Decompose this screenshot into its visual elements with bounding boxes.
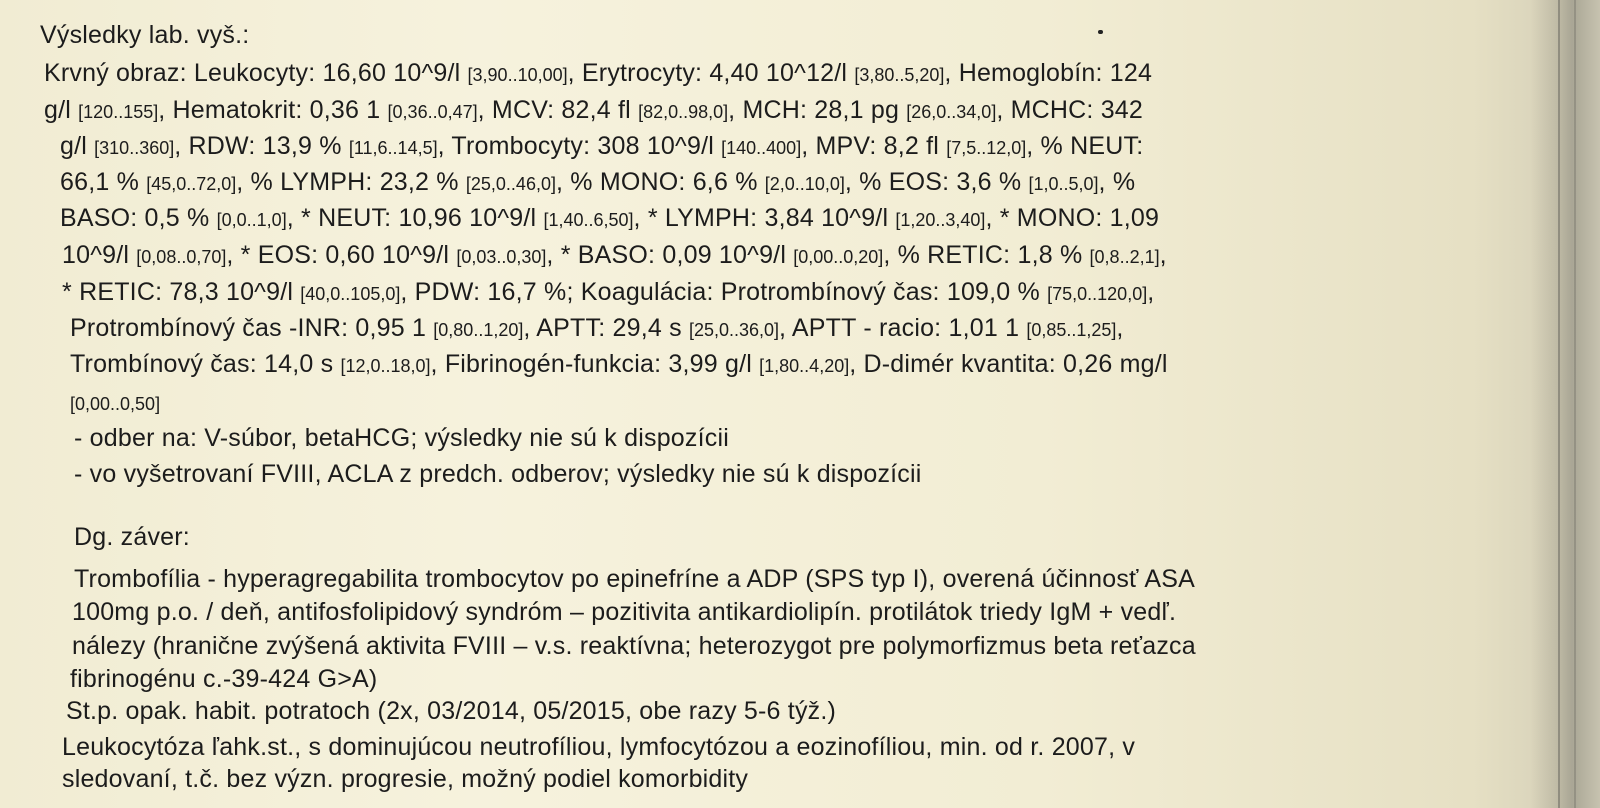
reference-range: [310..360] [94,138,175,158]
diagnosis-line: sledovaní, t.č. bez význ. progresie, možný podiel komorbidity [62,765,749,793]
result-text: 10^9/l [62,241,137,269]
lab-result-line [74,459,922,489]
result-text: , Hematokrit: 0,36 1 [158,96,388,124]
result-text: , % LYMPH: 23,2 % [236,168,466,196]
result-text: , Erytrocyty: 4,40 10^12/l [567,59,855,87]
result-text: , D-dimér kvantita: 0,26 mg/l [849,350,1168,378]
result-text: , % RETIC: 1,8 % [883,241,1090,269]
result-text: , MPV: 8,2 fl [801,132,947,160]
lab-result-line [62,277,1154,309]
result-text: , * MONO: 1,09 [985,204,1160,232]
result-text: , APTT: 29,4 s [523,314,689,342]
result-text: , * NEUT: 10,96 10^9/l [286,204,544,232]
lab-result-line [44,95,1143,127]
result-text: - odber na: V-súbor, betaHCG; výsledky nie sú k dispozícii [74,424,729,452]
diagnosis-line: Trombofília - hyperagregabilita trombocytov po epinefríne a ADP (SPS typ I), overená účinnosť ASA [74,565,1196,593]
result-text: , Trombocyty: 308 10^9/l [437,132,722,160]
report-heading: Výsledky lab. vyš.: [40,21,250,49]
diagnosis-line: nálezy (hranične zvýšená aktivita FVIII – v.s. reaktívna; heterozygot pre polymorfizmus beta reťazca [72,632,1196,660]
reference-range: [2,0..10,0] [764,174,845,194]
reference-range: [120..155] [78,102,159,122]
reference-range: [45,0..72,0] [146,174,237,194]
lab-result-line [70,313,1124,345]
result-text: , % MONO: 6,6 % [555,168,765,196]
diagnosis-line: St.p. opak. habit. potratoch (2x, 03/2014, 05/2015, obe razy 5-6 týž.) [66,697,837,725]
lab-result-line [70,387,160,419]
reference-range: [82,0..98,0] [638,102,729,122]
reference-range: [11,6..14,5] [348,138,438,158]
ink-speck [1098,30,1103,34]
reference-range: [0,00..0,20] [793,247,884,267]
lab-result-line [44,58,1152,90]
reference-range: [25,0..36,0] [688,320,780,340]
reference-range: [25,0..46,0] [465,174,556,194]
reference-range: [140..400] [721,138,802,158]
result-text: , Hemoglobín: 124 [944,59,1153,87]
result-text: Protrombínový čas -INR: 0,95 1 [70,314,434,342]
lab-result-line [74,423,729,453]
lab-result-line [60,167,1135,199]
reference-range: [1,80..4,20] [759,356,850,376]
reference-range: [0,0..1,0] [216,210,287,230]
lab-result-line [70,349,1168,381]
lab-result-line [62,240,1167,272]
reference-range: [1,0..5,0] [1028,174,1099,194]
result-text: , RDW: 13,9 % [174,132,349,160]
result-text: Krvný obraz: Leukocyty: 16,60 10^9/l [44,59,468,87]
result-text: Trombínový čas: 14,0 s [70,350,341,378]
reference-range: [75,0..120,0] [1047,284,1148,304]
result-text: 66,1 % [60,168,147,196]
result-text: , APTT - racio: 1,01 1 [779,314,1027,342]
result-text: , PDW: 16,7 %; Koagulácia: Protrombínový čas: 109,0 % [400,278,1048,306]
paper-edge-shadow [1530,0,1600,808]
reference-range: [7,5..12,0] [946,138,1027,158]
reference-range: [0,00..0,50] [70,394,161,414]
reference-range: [40,0..105,0] [300,284,401,304]
result-text: g/l [60,132,95,160]
result-text: , [1159,241,1167,269]
result-text: , Fibrinogén-funkcia: 3,99 g/l [430,350,760,378]
reference-range: [0,85..1,25] [1026,320,1117,340]
result-text: , % EOS: 3,6 % [844,168,1029,196]
result-text: , * LYMPH: 3,84 10^9/l [633,204,896,232]
result-text: , * EOS: 0,60 10^9/l [226,241,457,269]
result-text: , MCHC: 342 [996,96,1144,124]
reference-range: [0,8..2,1] [1089,247,1160,267]
reference-range: [3,80..5,20] [854,65,945,85]
diagnosis-line: fibrinogénu c.-39-424 G>A) [70,665,378,693]
result-text: g/l [44,96,79,124]
lab-result-line [60,203,1159,235]
result-text: , MCH: 28,1 pg [728,96,907,124]
reference-range: [12,0..18,0] [340,356,431,376]
reference-range: [0,80..1,20] [433,320,524,340]
reference-range: [3,90..10,00] [467,65,568,85]
reference-range: [0,08..0,70] [136,247,227,267]
lab-result-line [60,131,1143,163]
reference-range: [1,20..3,40] [895,210,986,230]
result-text: BASO: 0,5 % [60,204,217,232]
result-text: , * BASO: 0,09 10^9/l [546,241,794,269]
result-text: , [1116,314,1124,342]
reference-range: [26,0..34,0] [906,102,997,122]
diagnosis-line: 100mg p.o. / deň, antifosfolipidový syndróm – pozitivita antikardiolipín. protilátok triedy IgM + vedľ. [72,598,1177,626]
diagnosis-line: Leukocytóza ľahk.st., s dominujúcou neutrofíliou, lymfocytózou a eozinofíliou, min. od r. 2007, v [62,733,1136,761]
reference-range: [1,40..6,50] [543,210,634,230]
result-text: - vo vyšetrovaní FVIII, ACLA z predch. odberov; výsledky nie sú k dispozícii [74,460,922,488]
result-text: , % NEUT: [1026,132,1144,160]
result-text: , MCV: 82,4 fl [477,96,639,124]
result-text: * RETIC: 78,3 10^9/l [62,278,301,306]
result-text: , % [1098,168,1136,196]
result-text: , [1147,278,1155,306]
diagnosis-heading: Dg. záver: [74,523,190,551]
reference-range: [0,03..0,30] [456,247,547,267]
reference-range: [0,36..0,47] [387,102,478,122]
